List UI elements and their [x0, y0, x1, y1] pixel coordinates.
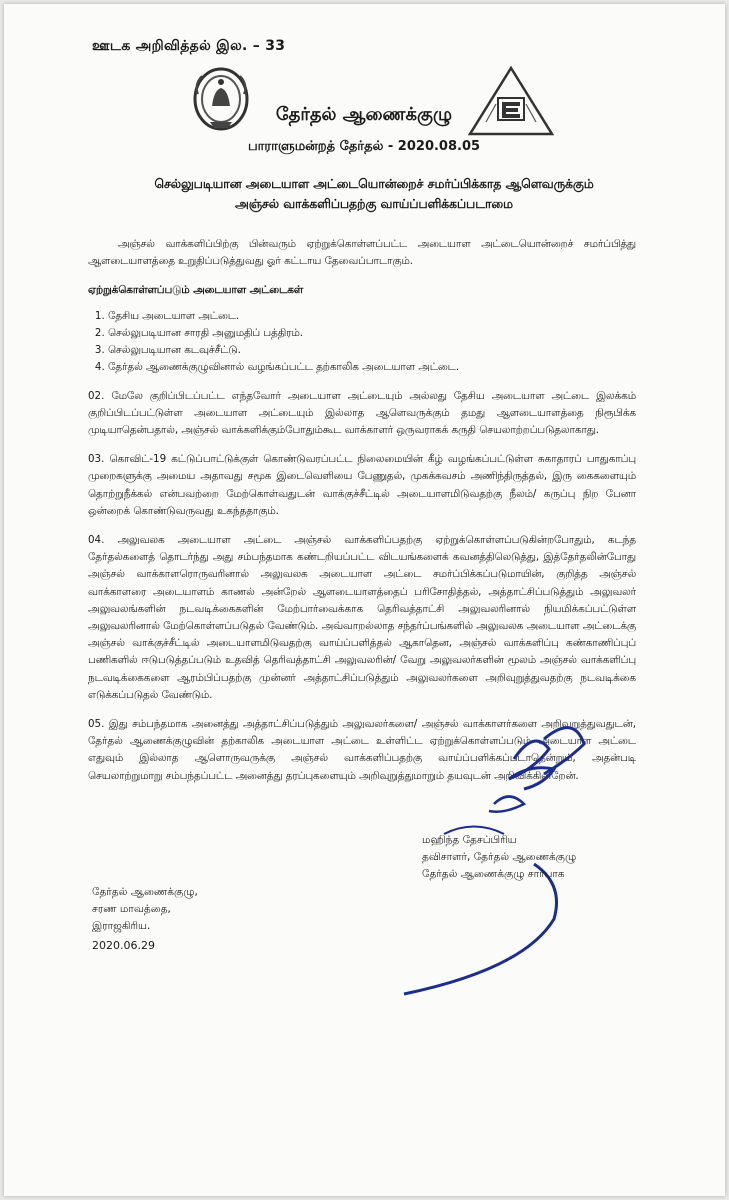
list-item: 3. செல்லுபடியான கடவுச்சீட்டு. — [108, 342, 636, 359]
list-item: 4. தேர்தல் ஆணைக்குழுவினால் வழங்கப்பட்ட தற்காலிக அடையாள அட்டை. — [108, 359, 636, 376]
title-line-2: அஞ்சல் வாக்களிப்பதற்கு வாய்ப்பளிக்கப்படாமை — [235, 197, 513, 211]
election-subheading: பாராளுமன்றத் தேர்தல் - 2020.08.05 — [247, 139, 481, 154]
document-body — [88, 236, 636, 797]
accepted-cards-list — [88, 308, 636, 376]
document-title — [114, 174, 634, 214]
signatory-block — [422, 832, 576, 883]
issuer-address — [92, 884, 198, 935]
media-release-number: ஊடக அறிவித்தல் இல. – 33 — [92, 38, 286, 54]
sri-lanka-emblem-icon — [190, 64, 252, 132]
address-line-2: சரண மாவத்தை, — [92, 903, 171, 915]
accepted-cards-heading: ஏற்றுக்கொள்ளப்படும் அடையாள அட்டைகள் — [88, 284, 304, 297]
paragraph-04: 04. அலுவலக அடையாள அட்டை அஞ்சல் வாக்களிப்பதற்கு ஏற்றுக்கொள்ளப்படுகின்றபோதும், கடந்த தேர்தல்களைத் தொடர்ந்து அது சம்பந்தமாக கண்டறியப்பட்ட விடயங்களைக் கவனத்திலெடுத்து, இத்தேர்தலின்போது அஞ்சல் வாக்காளரொருவரினால் அலுவலக அடையாள அட்டை சமர்ப்பிக்கப்படுமாயின், குறித்த அஞ்சல் வாக்காளரை அடையாளம் காணல் அன்றேல் ஆளடையாளத்தைப் பரிசோதித்தல், அத்தாட்சிப்படுத்தும் அலுவலர் அலுவலங்களின் நடவடிக்கைகளின் மேற்பார்வைக்காக தெரிவத்தாட்சி அலுவலரினால் நியமிக்கப்பட்டுள்ள அலுவலரினால் மேற்கொள்ளப்படுதல் வேண்டும். அவ்வாறல்லாத சந்தர்ப்பங்களில் அலுவலக அடையாள அட்டைக்கு அஞ்சல் வாக்குச்சீட்டில் அடையாளமிடுவதற்கு வாய்ப்பளித்தல் ஆகாதென, அஞ்சல் வாக்களிப்பு கண்காணிப்புப் பணிகளில் ஈடுபடுத்தப்படும் உதவித் தெரிவத்தாட்சி அலுவலரின்/ வேறு அலுவலர்களின் மூலம் அஞ்சல் வாக்களிப்பு நடவடிக்கைகளை ஆரம்பிப்பதற்கு முன்னர் அத்தாட்சிப்படுத்தும் அலுவலர்களை அறிவுறுத்துவதற்கு நடவடிக்கை எடுக்கப்படுதல் வேண்டும். — [88, 534, 636, 701]
document-page — [4, 4, 725, 1196]
paragraph-05: 05. இது சம்பந்தமாக அனைத்து அத்தாட்சிப்படுத்தும் அலுவலர்களை/ அஞ்சல் வாக்காளர்களை அறிவுறுத்துவதுடன், தேர்தல் ஆணைக்குழுவின் தற்காலிக அடையாள அட்டை உள்ளிட்ட ஏற்றுக்கொள்ளப்படும் அடையாள அட்டை எதுவும் இல்லாத ஆளொருவருக்கு அஞ்சல் வாக்களிப்பதற்கு வாய்ப்பளிக்கப்படாதென்றும், அதன்படி செயலாற்றுமாறு சம்பந்தப்பட்ட அனைத்து தரப்புகளையும் அறிவுறுத்துமாறும் தயவுடன் அறிவிக்கின்றேன். — [88, 718, 636, 782]
organization-name: தேர்தல் ஆணைக்குழு — [275, 104, 453, 125]
title-line-1: செல்லுபடியான அடையாள அட்டையொன்றைச் சமர்ப்பிக்காத ஆளெவருக்கும் — [154, 177, 594, 191]
paragraph-02: 02. மேலே குறிப்பிடப்பட்ட எந்தவோர் அடையாள அட்டையும் அல்லது தேசிய அடையாள அட்டை இலக்கம் குறிப்பிடப்பட்டுள்ள அடையாள அட்டையும் இல்லாத ஆளெவருக்கும் தமது ஆளடையாளத்தை நிரூபிக்க முடியாதென்பதால், அஞ்சல் வாக்களிக்கும்போதும்கூட வாக்காளர் ஒருவராகக் கருதி செயலாற்றப்படுதலாகாது. — [88, 389, 636, 437]
signatory-title: தவிசாளர், தேர்தல் ஆணைக்குழு — [422, 851, 577, 863]
paragraph-03: 03. கொவிட்-19 கட்டுப்பாட்டுக்குள் கொண்டுவரப்பட்ட நிலைமையின் கீழ் வழங்கப்பட்டுள்ள சுகாதாரப் பாதுகாப்பு முறைகளுக்கு அமைய அதாவது சமூக இடைவெளியை பேணுதல், முகக்கவசம் அணிந்திருத்தல், இரு கைகளையும் தொற்றுநீக்கல் என்பவற்றை மேற்கொள்வதுடன் வாக்குச்சீட்டில் அடையாளமிடுவதற்கு நீலம்/ கருப்பு நிற பேனா ஒன்றைக் கொண்டுவருவது உகந்ததாகும். — [88, 453, 636, 517]
list-item: 1. தேசிய அடையாள அட்டை. — [108, 308, 636, 325]
address-line-1: தேர்தல் ஆணைக்குழு, — [92, 886, 198, 898]
address-line-3: இராஜகிரிய. — [92, 920, 151, 932]
list-item: 2. செல்லுபடியான சாரதி அனுமதிப் பத்திரம். — [108, 325, 636, 342]
signatory-subtitle: தேர்தல் ஆணைக்குழு சார்பாக — [422, 868, 565, 880]
signatory-name: மஹிந்த தேசப்பிரிய — [422, 834, 517, 846]
intro-paragraph: அஞ்சல் வாக்களிப்பிற்கு பின்வரும் ஏற்றுக்கொள்ளப்பட்ட அடையாள அட்டையொன்றைச் சமர்ப்பித்து ஆளடையாளத்தை உறுதிப்படுத்துவது ஓர் கட்டாய தேவைப்பாடாகும். — [88, 238, 636, 268]
election-commission-logo-icon — [466, 64, 556, 138]
issue-date: 2020.06.29 — [92, 939, 155, 952]
